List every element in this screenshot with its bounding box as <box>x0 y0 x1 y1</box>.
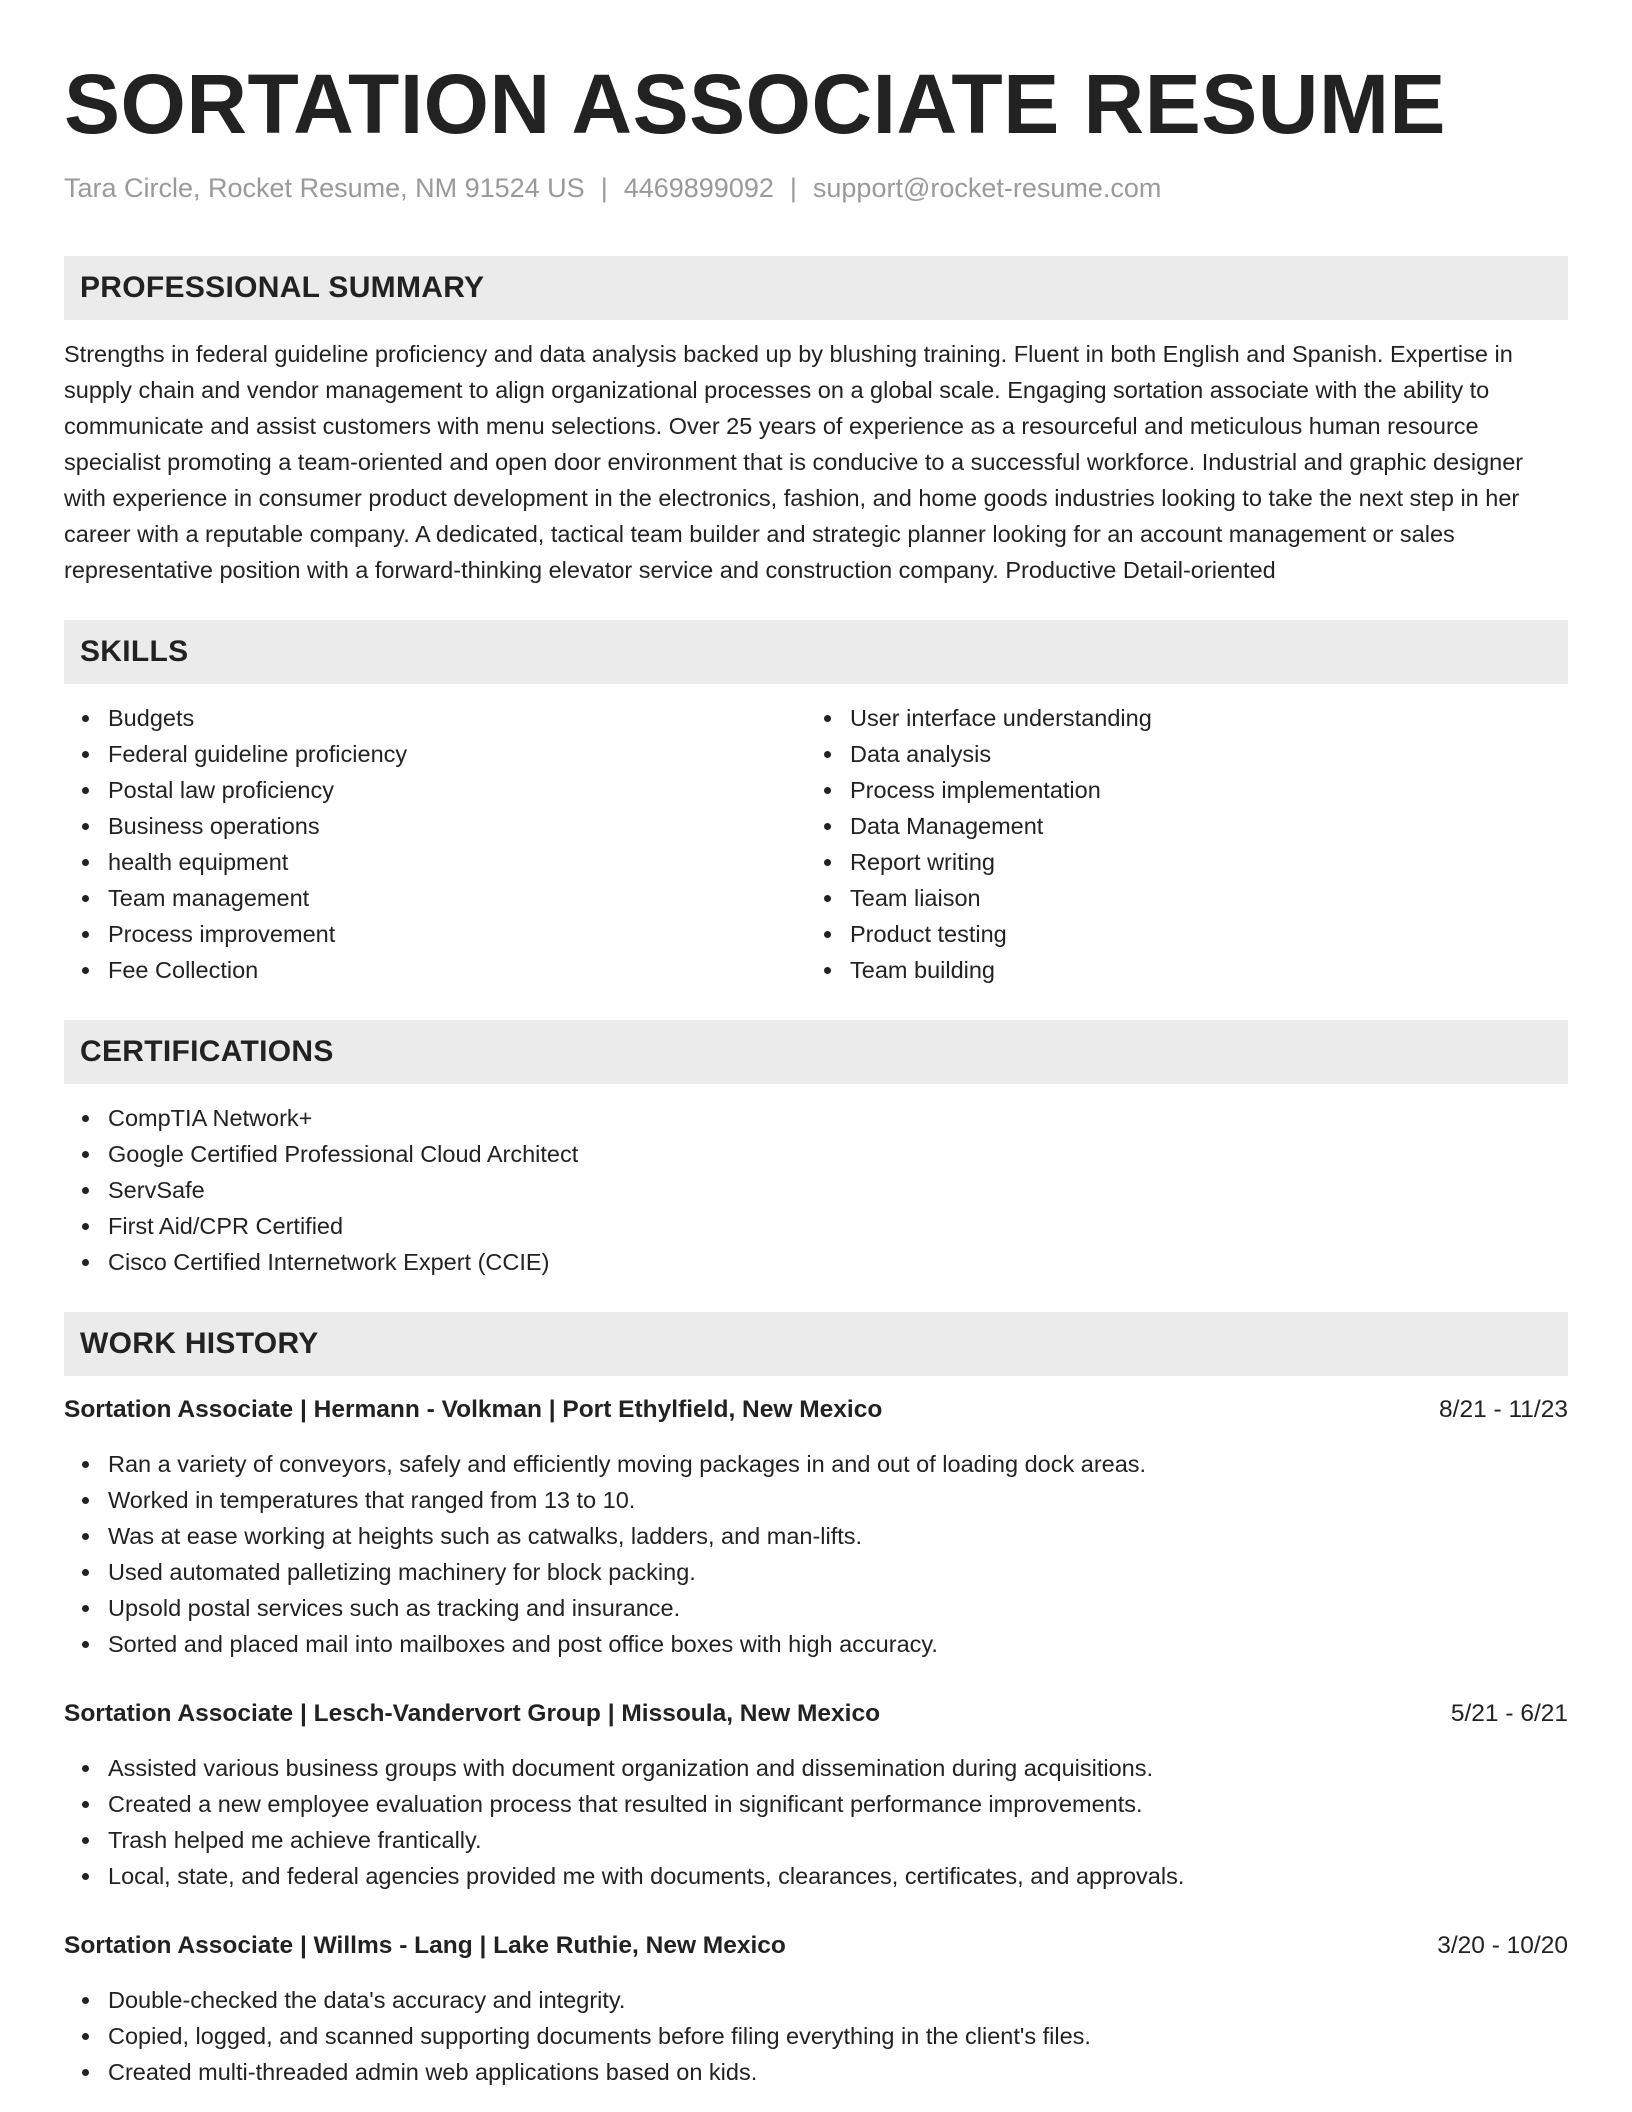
skill-item: Team building <box>806 952 1548 988</box>
skills-list-right <box>806 700 1548 988</box>
section-heading-work-history: WORK HISTORY <box>64 1312 1568 1376</box>
skill-item: Budgets <box>64 700 806 736</box>
contact-separator: | <box>600 173 608 203</box>
job-entry <box>64 1928 1568 2090</box>
job-bullet: Trash helped me achieve frantically. <box>64 1822 1568 1858</box>
skill-item: health equipment <box>64 844 806 880</box>
job-entry <box>64 1392 1568 1662</box>
contact-line <box>64 170 1568 206</box>
certifications-list <box>64 1100 1568 1280</box>
certification-item: Cisco Certified Internetwork Expert (CCIE) <box>64 1244 1568 1280</box>
skill-item: Fee Collection <box>64 952 806 988</box>
contact-phone: 4469899092 <box>623 173 774 203</box>
job-bullet: Assisted various business groups with document organization and dissemination during acquisitions. <box>64 1750 1568 1786</box>
skill-item: Business operations <box>64 808 806 844</box>
skill-item: Team liaison <box>806 880 1548 916</box>
job-header <box>64 1696 1568 1732</box>
job-title: Sortation Associate | Hermann - Volkman | Port Ethylfield, New Mexico <box>64 1396 883 1423</box>
skill-item: User interface understanding <box>806 700 1548 736</box>
job-bullet: Worked in temperatures that ranged from 13 to 10. <box>64 1482 1568 1518</box>
resume-title: SORTATION ASSOCIATE RESUME <box>64 57 1446 151</box>
skills-list-left <box>64 700 806 988</box>
skill-item: Federal guideline proficiency <box>64 736 806 772</box>
job-bullet: Created multi-threaded admin web applications based on kids. <box>64 2054 1568 2090</box>
job-bullet: Used automated palletizing machinery for block packing. <box>64 1554 1568 1590</box>
job-dates: 3/20 - 10/20 <box>1437 1932 1568 1959</box>
job-dates: 8/21 - 11/23 <box>1439 1396 1568 1423</box>
summary-text: Strengths in federal guideline proficiency and data analysis backed up by blushing training. Fluent in both English and Spanish. Expertise in supply chain and vendor management to align organizational processes on a global scale. Engaging sortation associate with the ability to communicate and assist customers with menu selections. Over 25 years of experience as a resourceful and meticulous human resource specialist promoting a team-oriented and open door environment that is conducive to a successful workforce. Industrial and graphic designer with experience in consumer product development in the electronics, fashion, and home goods industries looking to take the next step in her career with a reputable company. A dedicated, tactical team builder and strategic planner looking for an account management or sales representative position with a forward-thinking elevator service and construction company. Productive Detail-oriented <box>64 341 1524 583</box>
skills-grid <box>64 700 1568 988</box>
certification-item: ServSafe <box>64 1172 1568 1208</box>
job-bullet: Created a new employee evaluation process that resulted in significant performance improvements. <box>64 1786 1568 1822</box>
section-heading-certifications: CERTIFICATIONS <box>64 1020 1568 1084</box>
skill-item: Team management <box>64 880 806 916</box>
job-bullet: Was at ease working at heights such as catwalks, ladders, and man-lifts. <box>64 1518 1568 1554</box>
job-bullet: Local, state, and federal agencies provided me with documents, clearances, certificates, and approvals. <box>64 1858 1568 1894</box>
job-entry <box>64 1696 1568 1894</box>
job-bullet: Sorted and placed mail into mailboxes and post office boxes with high accuracy. <box>64 1626 1568 1662</box>
section-heading-summary: PROFESSIONAL SUMMARY <box>64 256 1568 320</box>
certification-item: CompTIA Network+ <box>64 1100 1568 1136</box>
section-heading-skills: SKILLS <box>64 620 1568 684</box>
skill-item: Process improvement <box>64 916 806 952</box>
skill-item: Report writing <box>806 844 1548 880</box>
job-bullet: Upsold postal services such as tracking and insurance. <box>64 1590 1568 1626</box>
job-bullets <box>64 1446 1568 1662</box>
job-bullets <box>64 1982 1568 2090</box>
job-dates: 5/21 - 6/21 <box>1450 1700 1568 1727</box>
skill-item: Data analysis <box>806 736 1548 772</box>
job-title: Sortation Associate | Willms - Lang | Lake Ruthie, New Mexico <box>64 1932 786 1959</box>
skill-item: Postal law proficiency <box>64 772 806 808</box>
skill-item: Data Management <box>806 808 1548 844</box>
job-bullet: Ran a variety of conveyors, safely and efficiently moving packages in and out of loading dock areas. <box>64 1446 1568 1482</box>
job-header <box>64 1928 1568 1964</box>
contact-address: Tara Circle, Rocket Resume, NM 91524 US <box>64 173 585 203</box>
skill-item: Process implementation <box>806 772 1548 808</box>
contact-email: support@rocket-resume.com <box>812 173 1162 203</box>
certification-item: Google Certified Professional Cloud Architect <box>64 1136 1568 1172</box>
certification-item: First Aid/CPR Certified <box>64 1208 1568 1244</box>
contact-separator: | <box>789 173 797 203</box>
job-title: Sortation Associate | Lesch-Vandervort Group | Missoula, New Mexico <box>64 1700 881 1727</box>
job-bullets <box>64 1750 1568 1894</box>
skill-item: Product testing <box>806 916 1548 952</box>
job-bullet: Double-checked the data's accuracy and integrity. <box>64 1982 1568 2018</box>
job-bullet: Copied, logged, and scanned supporting documents before filing everything in the client's files. <box>64 2018 1568 2054</box>
job-header <box>64 1392 1568 1428</box>
